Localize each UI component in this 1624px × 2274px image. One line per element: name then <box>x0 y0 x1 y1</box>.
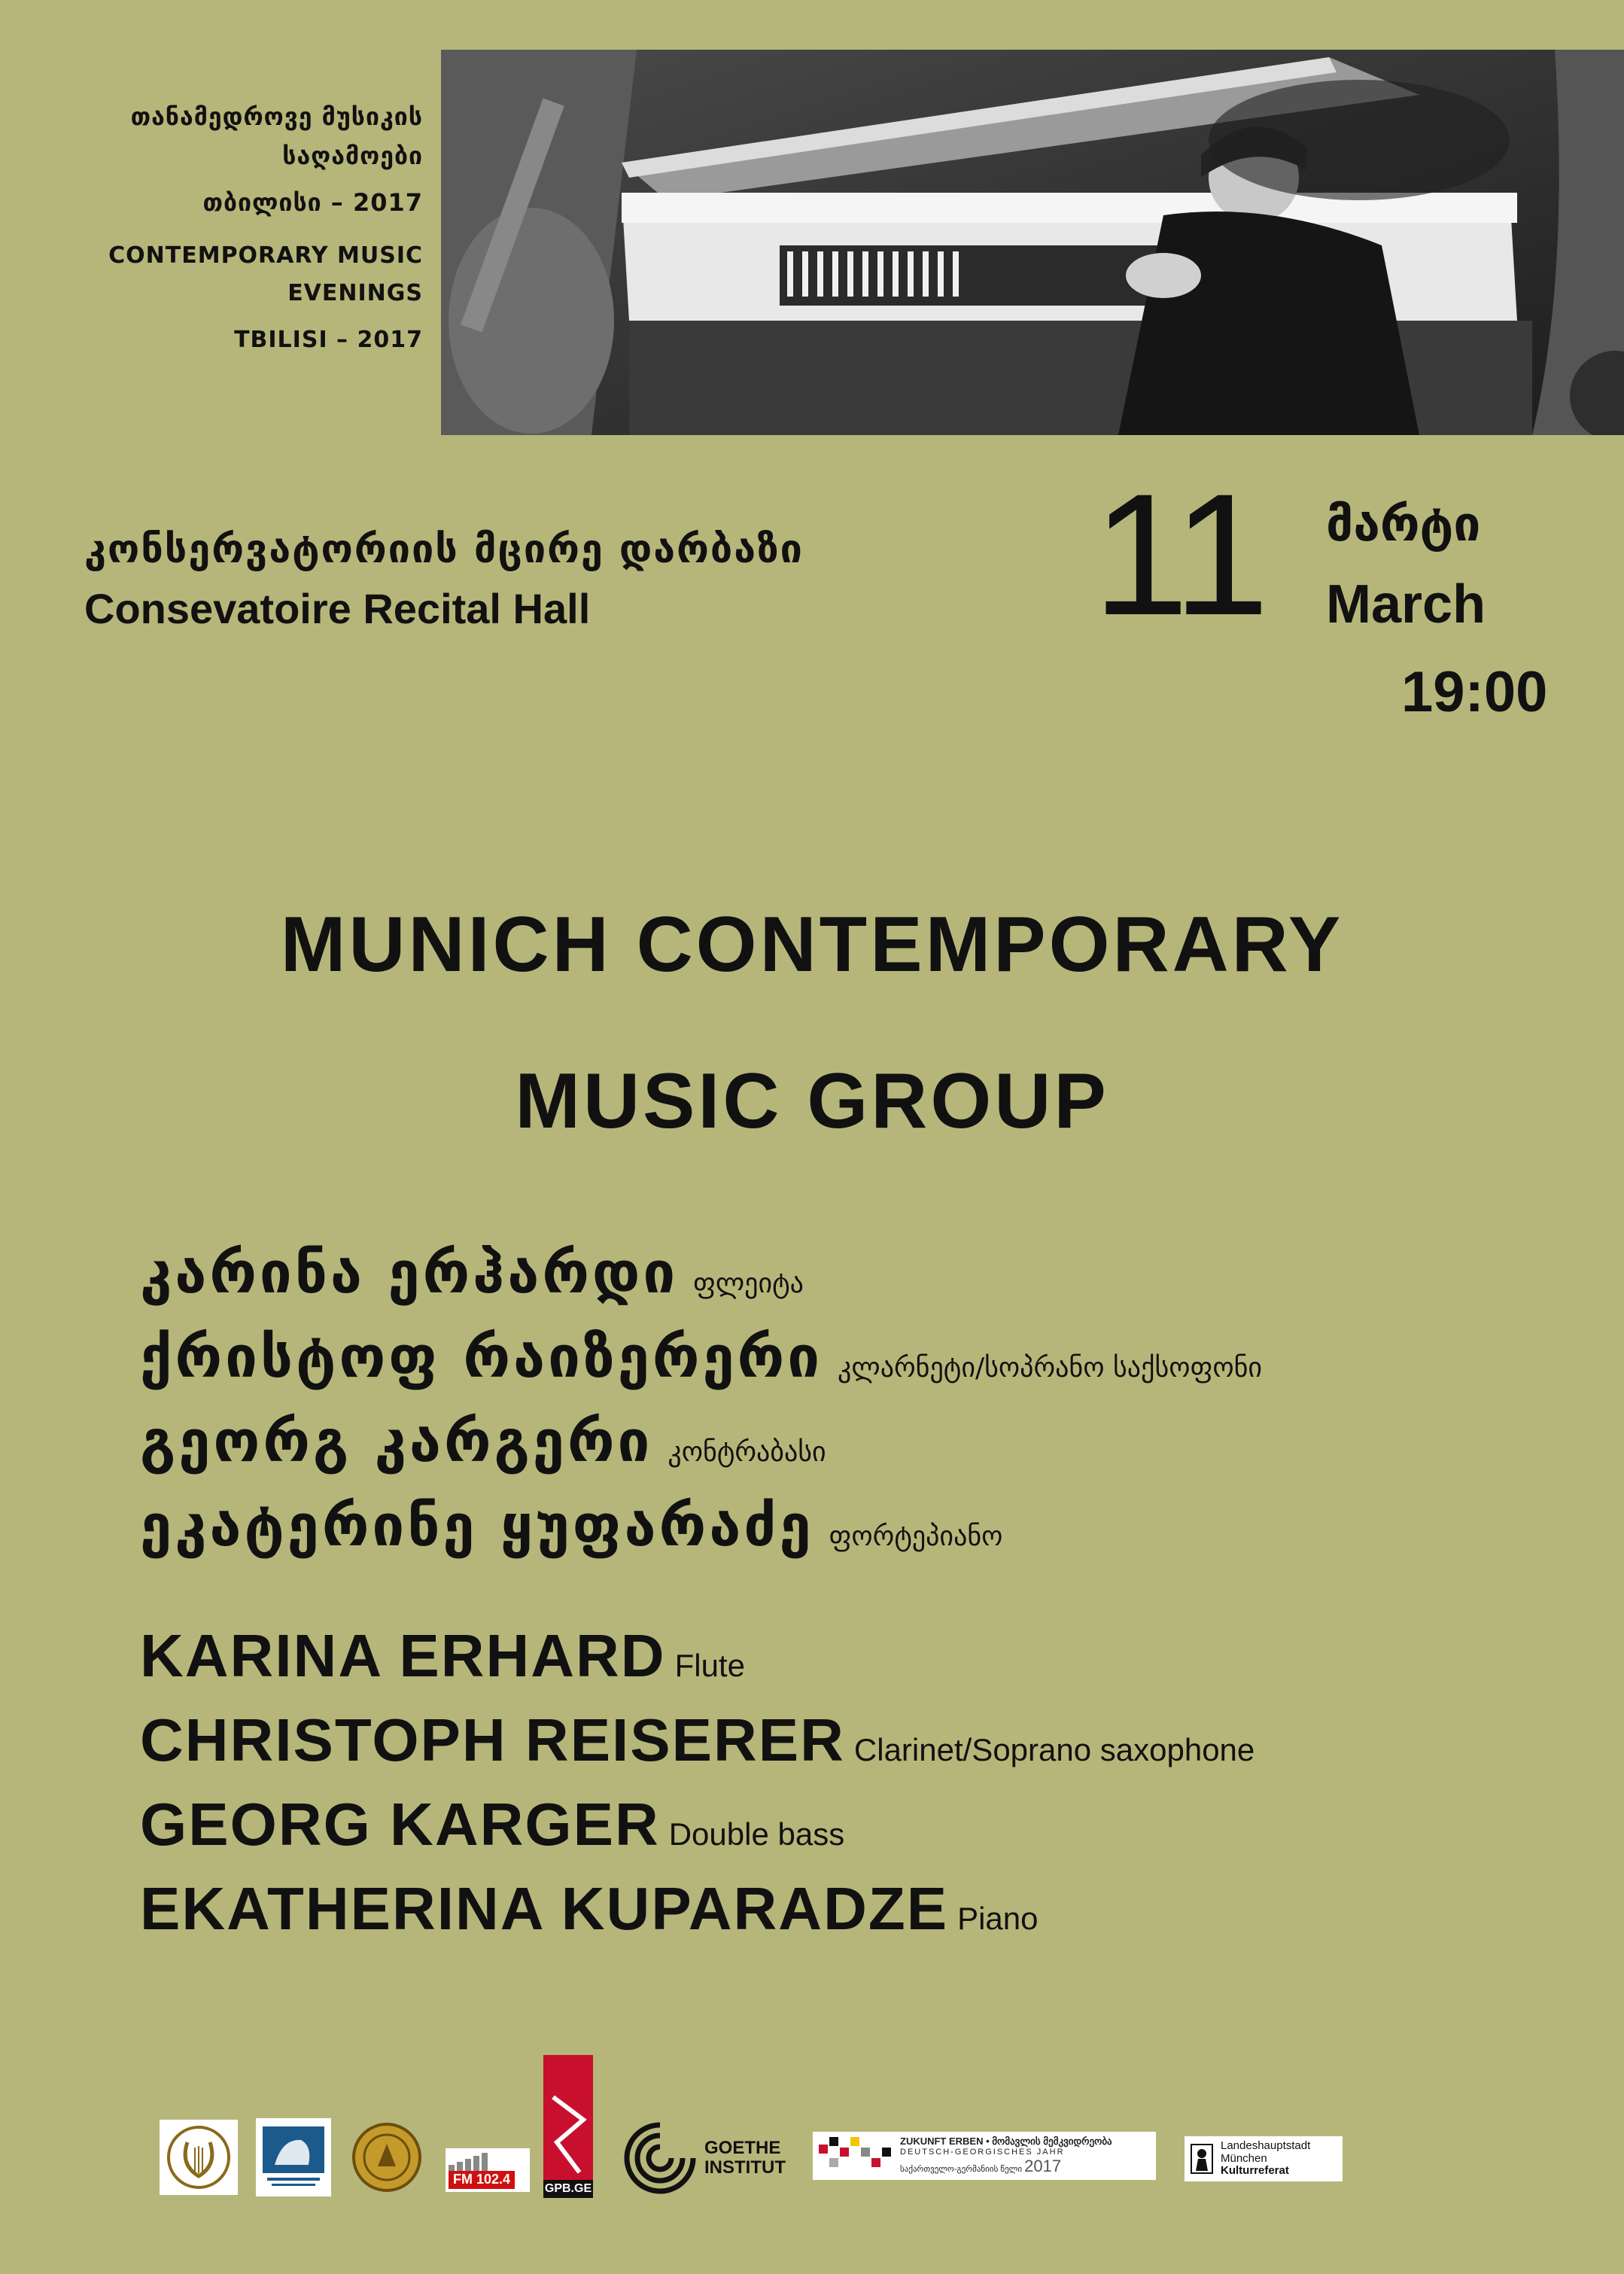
venue-geo: კონსერვატორიის მცირე დარბაზი <box>84 527 804 572</box>
munich-label-line3: Kulturreferat <box>1221 2164 1289 2178</box>
performer-geo-instrument: ფლეიტა <box>693 1268 804 1299</box>
munich-label-line2: München <box>1221 2151 1267 2165</box>
ensemble-title-line1: MUNICH CONTEMPORARY <box>280 901 1344 988</box>
zukunft-year: 2017 <box>1024 2157 1062 2176</box>
performer-en-instrument: Clarinet/Soprano saxophone <box>853 1732 1255 1767</box>
zukunft-label-line1: ZUKUNFT ERBEN • მომავლის მემკვიდრეობა <box>900 2135 1112 2147</box>
harpsichord-photo <box>441 50 1624 435</box>
goethe-label-line2: INSTITUT <box>704 2157 786 2178</box>
ministry-lion-logo <box>256 2118 331 2196</box>
performer-en-instrument: Piano <box>957 1901 1039 1936</box>
concert-month-geo: მარტი <box>1326 497 1481 553</box>
zukunft-label-line2: DEUTSCH-GEORGISCHES JAHR <box>900 2147 1065 2157</box>
seal-icon <box>351 2121 423 2193</box>
zukunft-label-line3: საქართველო-გერმანიის წელი <box>900 2165 1023 2175</box>
performer-geo-name: ქრისტოფ რაიზერერი <box>140 1323 823 1390</box>
munich-label-line1: Landeshauptstadt <box>1221 2139 1311 2153</box>
performer-en-name: KARINA ERHARD <box>140 1622 666 1689</box>
performer-geo-name: ეკატერინე ყუფარაძე <box>140 1492 814 1559</box>
fm-radio-logo <box>446 2148 530 2192</box>
fm-radio-label: FM 102.4 <box>449 2171 515 2189</box>
concert-month-en: March <box>1326 574 1486 635</box>
performer-geo-name: გეორგ კარგერი <box>140 1408 653 1475</box>
performer-en-name: GEORG KARGER <box>140 1791 660 1858</box>
performer-en-instrument: Flute <box>674 1648 745 1683</box>
festival-title-en-line1: CONTEMPORARY MUSIC <box>108 242 423 269</box>
concert-day: 11 <box>1093 458 1267 651</box>
performer-geo-instrument: ფორტეპიანო <box>829 1521 1003 1552</box>
munich-kulturreferat-logo <box>1185 2136 1343 2181</box>
goethe-label-line1: GOETHE <box>704 2137 781 2158</box>
lion-icon <box>260 2123 327 2191</box>
signal-bars-icon <box>449 2153 488 2171</box>
performer-en-name: EKATHERINA KUPARADZE <box>140 1875 949 1942</box>
goethe-spiral-icon <box>623 2121 697 2195</box>
conservatoire-lyre-logo <box>160 2120 238 2195</box>
performer-geo-name: კარინა ერჰარდი <box>140 1239 679 1306</box>
venue-en: Consevatoire Recital Hall <box>84 585 591 632</box>
goethe-institut-logo <box>623 2121 789 2195</box>
performer-geo-row <box>140 1239 804 1306</box>
gpb-logo <box>543 2055 593 2198</box>
performer-geo-row <box>140 1492 1002 1559</box>
lyre-icon <box>165 2123 233 2191</box>
performer-en-row <box>140 1790 844 1859</box>
flag-grid-icon <box>819 2137 894 2175</box>
zukunft-erben-logo <box>813 2132 1156 2180</box>
festival-city-year-geo: თბილისი – 2017 <box>202 188 423 217</box>
city-emblem-logo <box>351 2118 423 2196</box>
gpb-mark-icon <box>546 2090 591 2180</box>
performer-en-row <box>140 1874 1038 1944</box>
festival-title-en-line2: EVENINGS <box>287 280 423 306</box>
munich-monk-icon <box>1191 2144 1213 2174</box>
ensemble-title-line2: MUSIC GROUP <box>515 1058 1109 1145</box>
performer-geo-instrument: კონტრაბასი <box>668 1437 826 1468</box>
performer-en-row <box>140 1706 1254 1775</box>
concert-time: 19:00 <box>1401 660 1548 724</box>
performer-geo-row <box>140 1323 1262 1390</box>
performer-en-instrument: Double bass <box>668 1816 845 1852</box>
performer-en-name: CHRISTOPH REISERER <box>140 1706 845 1773</box>
performer-geo-instrument: კლარნეტი/სოპრანო საქსოფონი <box>838 1353 1263 1384</box>
festival-title-geo-line1: თანამედროვე მუსიკის <box>130 102 423 131</box>
performer-en-row <box>140 1621 745 1691</box>
festival-city-year-en: TBILISI – 2017 <box>234 327 423 353</box>
performer-geo-row <box>140 1408 826 1475</box>
festival-title-geo-line2: საღამოები <box>282 142 423 170</box>
gpb-label: GPB.GE <box>543 2180 593 2198</box>
